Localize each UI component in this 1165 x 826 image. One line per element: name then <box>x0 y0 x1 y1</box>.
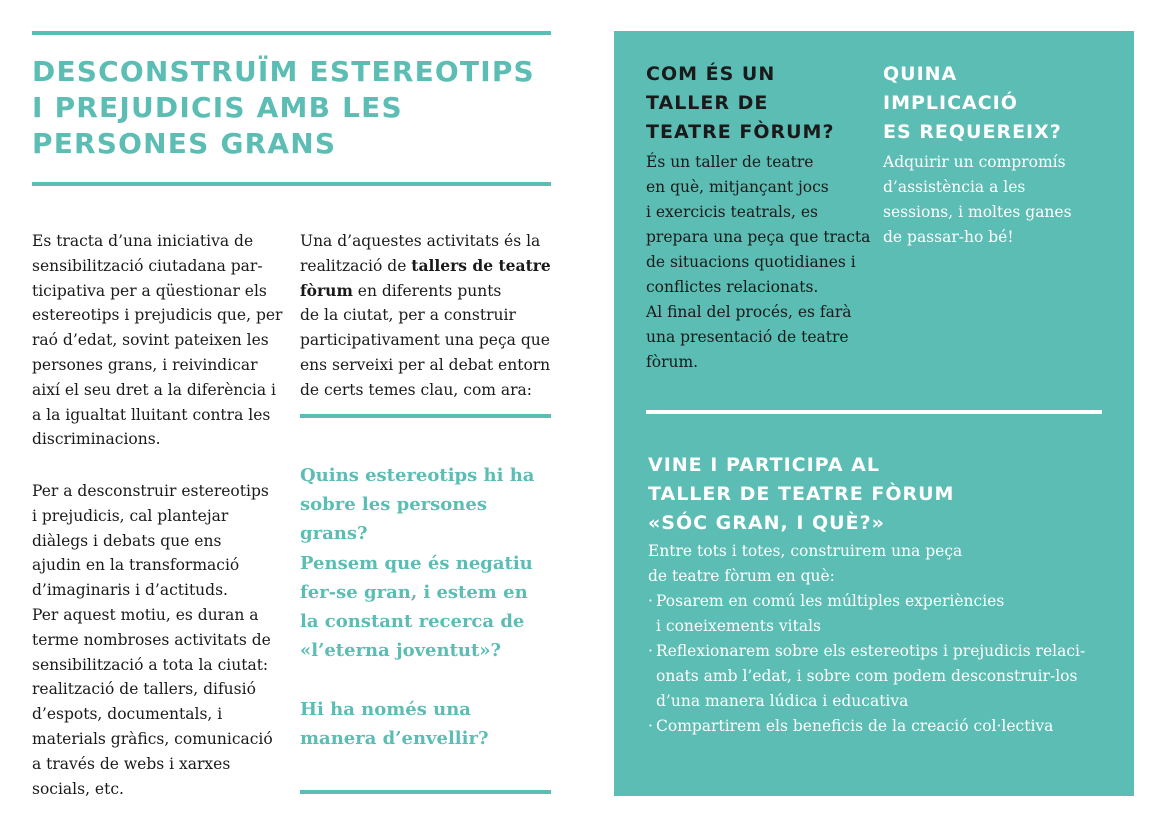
intro-paragraph: Es tracta d’una iniciativa de sensibilització ciutadana par- ticipativa per a qüestionar els estereotips i prejudicis que, per raó d’edat, sovint pateixen les persones grans, i reivindicar així el seu dret a la diferència i a la igualtat lluitant contra les discriminacions. <box>32 232 283 449</box>
info-panel <box>614 31 1134 796</box>
workshop-heading: COM ÉS UN TALLER DE TEATRE FÒRUM? <box>646 63 835 143</box>
invitation-list <box>648 589 1118 739</box>
commitment-description: Adquirir un compromís d’assistència a les sessions, i moltes ganes de passar-ho bé! <box>883 153 1072 246</box>
title-bottom-rule <box>32 182 551 186</box>
invitation-intro: Entre tots i totes, construirem una peça de teatre fòrum en què: <box>648 542 963 585</box>
activities-text-bold: tallers de teatre fòrum <box>300 255 551 300</box>
questions-bottom-rule <box>300 790 551 794</box>
invitation-heading: VINE I PARTICIPA AL TALLER DE TEATRE FÒRUM «SÓC GRAN, I QUÈ?» <box>648 454 955 534</box>
workshop-description: És un taller de teatre en què, mitjançant jocs i exercicis teatrals, es prepara una peça que tracta de situacions quotidianes i conflictes relacionats. Al final del procés, es farà una presentació de teatre fòrum. <box>646 153 871 371</box>
question-2: Pensem que és negatiu fer-se gran, i estem en la constant recerca de «l’eterna joventut»? <box>300 553 533 661</box>
second-paragraph: Per a desconstruir estereotips i prejudicis, cal plantejar diàlegs i debats que ens ajudin en la transformació d’imaginaris i d’actituds. Per aquest motiu, es duran a terme nombroses activitats de sensibilització a tota la ciutat: realització de tallers, difusió d’espots, documentals, i materials gràfics, comunicació a través de webs i xarxes socials, etc. <box>32 482 273 798</box>
list-item: · Compartirem els beneficis de la creació col·lectiva <box>648 714 1118 739</box>
top-rule <box>32 31 551 35</box>
list-item: · Reflexionarem sobre els estereotips i prejudicis relaci- onats amb l’edat, i sobre com podem desconstruir-los d’una manera lúdica i educativa <box>648 639 1118 714</box>
activities-paragraph <box>300 229 555 403</box>
list-item: · Posarem en comú les múltiples experiències i coneixements vitals <box>648 589 1118 639</box>
activities-text-b: en diferents punts de la ciutat, per a construir participativament una peça que ens serveixi per al debat entorn de certs temes clau, com ara: <box>300 281 551 399</box>
questions-top-rule <box>300 414 551 418</box>
question-1: Quins estereotips hi ha sobre les persones grans? <box>300 465 535 544</box>
panel-divider <box>646 410 1102 414</box>
activities-text-a: Una d’aquestes activitats és la realització de <box>300 232 541 275</box>
question-3: Hi ha només una manera d’envellir? <box>300 699 489 749</box>
main-title: DESCONSTRUÏM ESTEREOTIPS I PREJUDICIS AMB LES PERSONES GRANS <box>32 55 535 160</box>
commitment-heading: QUINA IMPLICACIÓ ES REQUEREIX? <box>883 63 1062 143</box>
